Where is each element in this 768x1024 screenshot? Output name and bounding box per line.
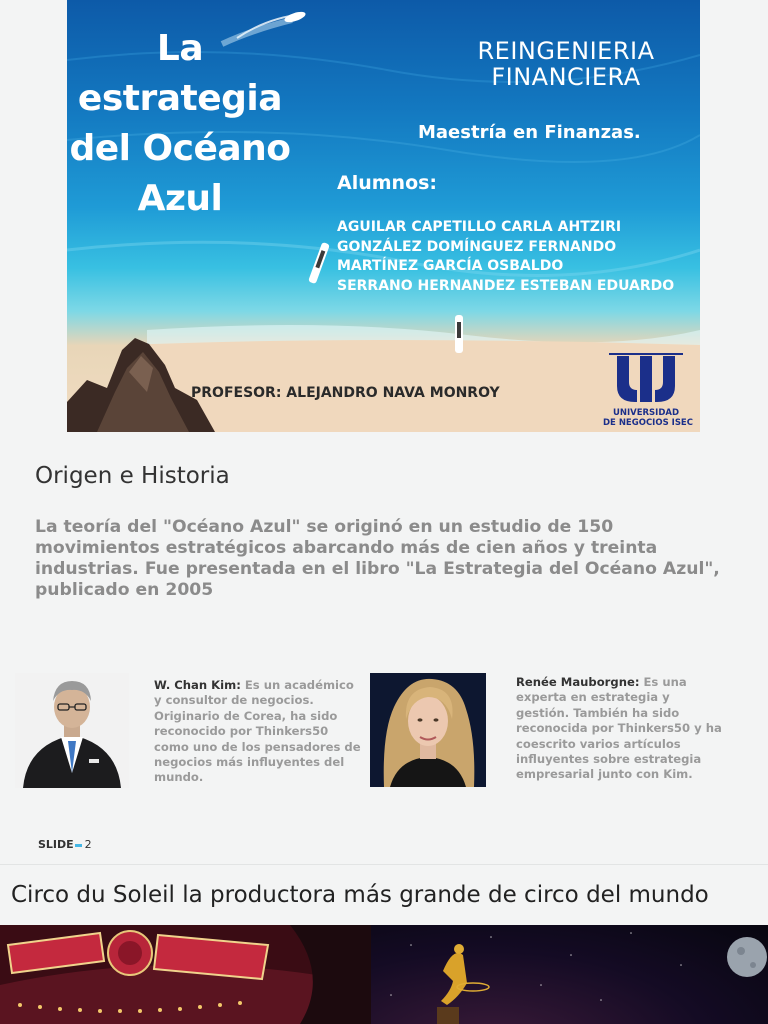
- university-name-line: DE NEGOCIOS ISEC: [603, 418, 693, 428]
- title-line: La: [156, 28, 204, 69]
- portrait-icon: [370, 673, 486, 787]
- bio-text: Es un académico y consultor de negocios. Originario de Corea, ha sido reconocido por Thinkers50 como uno de los pensadores de negocios más influyentes del mundo.: [154, 678, 361, 785]
- students-list: [337, 218, 674, 296]
- circus-poster-image: [0, 925, 371, 1024]
- title-slide: [67, 0, 700, 432]
- university-name-line: UNIVERSIDAD: [612, 408, 680, 418]
- w-chan-kim-photo: [15, 673, 129, 788]
- title-line: del Océano: [69, 128, 291, 169]
- section-body: La teoría del "Océano Azul" se originó en un estudio de 150 movimientos estratégicos abarcando más de cien años y treinta industrias. Fue presentada en el libro "La Estrategia del Océano Azul", publicado en 2005: [35, 517, 720, 600]
- university-emblem-icon: [603, 352, 689, 406]
- section-heading: Circo du Soleil la productora más grande de circo del mundo: [11, 882, 709, 908]
- acrobat-illustration: [371, 925, 768, 1024]
- student-name: AGUILAR CAPETILLO CARLA AHTZIRI: [337, 219, 622, 235]
- accent-bar: [75, 844, 82, 847]
- bio-name: Renée Mauborgne:: [516, 675, 640, 689]
- slide-number: 2: [84, 838, 92, 851]
- program-name: Maestría en Finanzas.: [418, 122, 641, 143]
- bio-text: Es una experta en estrategia y gestión. También ha sido reconocida por Thinkers50 y ha coescrito varios artículos influyentes sobre estrategia empresarial junto con Kim.: [516, 675, 722, 782]
- bio-separator: :: [236, 678, 245, 692]
- section-heading: Origen e Historia: [35, 463, 230, 489]
- w-chan-kim-bio: [154, 678, 362, 786]
- students-label: Alumnos:: [337, 172, 438, 194]
- page-divider: [0, 864, 768, 865]
- student-name: GONZÁLEZ DOMÍNGUEZ FERNANDO: [337, 238, 617, 255]
- student-name: SERRANO HERNANDEZ ESTEBAN EDUARDO: [337, 277, 675, 294]
- slide-label: SLIDE: [38, 838, 74, 851]
- title-line: estrategia: [77, 78, 283, 119]
- presentation-title: [67, 24, 293, 224]
- portrait-icon: [15, 673, 129, 788]
- renee-mauborgne-photo: [370, 673, 486, 787]
- professor-name: PROFESOR: ALEJANDRO NAVA MONROY: [191, 385, 500, 401]
- student-name: MARTÍNEZ GARCÍA OSBALDO: [337, 258, 564, 274]
- title-line: Azul: [137, 178, 223, 219]
- slide-indicator: [38, 838, 92, 851]
- course-line: REINGENIERIA: [477, 37, 655, 65]
- circus-poster-illustration: [0, 925, 371, 1024]
- course-name: [455, 38, 677, 90]
- renee-mauborgne-bio: [516, 675, 726, 783]
- university-logo: [603, 352, 693, 428]
- bio-name: W. Chan Kim: [154, 678, 237, 692]
- cirque-performance-image: [371, 925, 768, 1024]
- course-line: FINANCIERA: [491, 63, 641, 91]
